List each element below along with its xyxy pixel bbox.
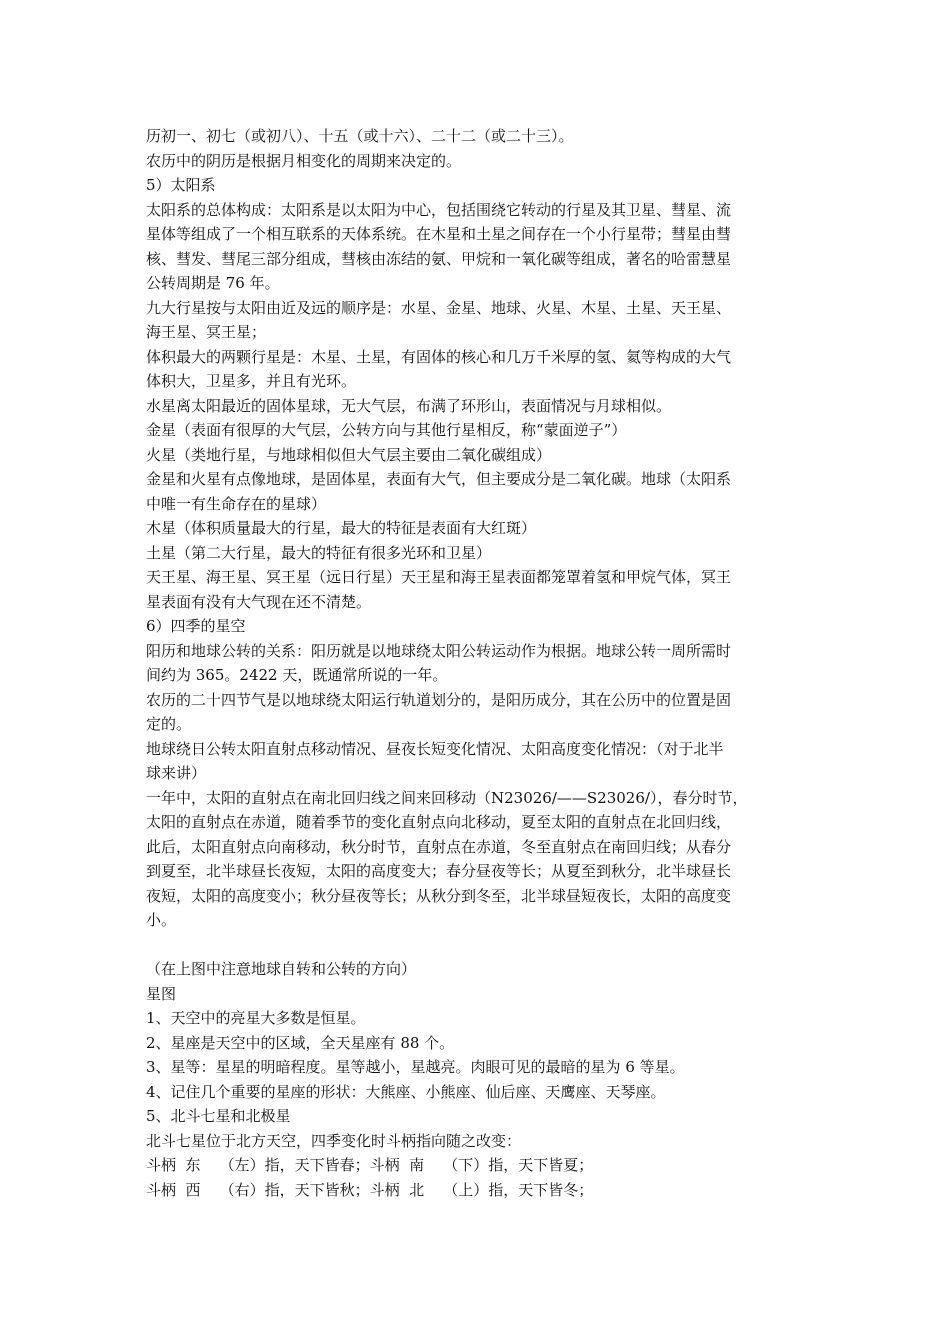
text-line: 农历的二十四节气是以地球绕太阳运行轨道划分的，是阳历成分，其在公历中的位置是固 — [146, 690, 732, 709]
text-line: 太阳系的总体构成：太阳系是以太阳为中心，包括围绕它转动的行星及其卫星、彗星、流 — [146, 200, 732, 219]
text-line: 公转周期是 76 年。 — [146, 274, 280, 292]
text-line: 夜短，太阳的高度变小；秋分昼夜等长；从秋分到冬至，北半球昼短夜长，太阳的高度变 — [146, 886, 732, 905]
text-line: 球来讲） — [146, 764, 207, 782]
text-line: 定的。 — [146, 715, 192, 733]
text-line: （在上图中注意地球自转和公转的方向） — [146, 960, 417, 978]
text-line: 1、天空中的亮星大多数是恒星。 — [146, 1009, 366, 1027]
text-line: 一年中，太阳的直射点在南北回归线之间来回移动（N23026/——S23026/），春分时节， — [146, 788, 748, 807]
text-line: 3、星等：星星的明暗程度。星等越小，星越亮。肉眼可见的最暗的星为 6 等星。 — [146, 1058, 685, 1076]
text-line: 金星（表面有很厚的大气层，公转方向与其他行星相反，称“蒙面逆子”） — [146, 421, 627, 439]
text-line: 地球绕日公转太阳直射点移动情况、昼夜长短变化情况、太阳高度变化情况：（对于北半 — [146, 739, 724, 758]
text-line: 中唯一有生命存在的星球） — [146, 494, 327, 513]
text-line: 核、彗发、彗尾三部分组成，彗核由冻结的氨、甲烷和一氧化碳等组成，著名的哈雷慧星 — [146, 249, 732, 268]
text-line: 斗柄 东 （左）指，天下皆春；斗柄 南 （下）指，天下皆夏； — [146, 1156, 594, 1174]
text-line: 体积大，卫星多，并且有光环。 — [146, 372, 357, 390]
section-heading: 6）四季的星空 — [146, 617, 246, 635]
text-line: 小。 — [146, 911, 177, 929]
text-line: 间约为 365。2422 天，既通常所说的一年。 — [146, 666, 448, 684]
text-line: 历初一、初七（或初八）、十五（或十六）、二十二（或二十三）。 — [146, 127, 574, 145]
text-line: 体积最大的两颗行星是：木星、土星，有固体的核心和几万千米厚的氢、氦等构成的大气 — [146, 347, 732, 366]
text-line: 水星离太阳最近的固体星球，无大气层，布满了环形山，表面情况与月球相似。 — [146, 396, 672, 415]
text-line: 星表面有没有大气现在还不清楚。 — [146, 592, 372, 611]
text-line: 火星（类地行星，与地球相似但大气层主要由二氧化碳组成） — [146, 445, 552, 464]
text-line: 土星（第二大行星，最大的特征有很多光环和卫星） — [146, 543, 492, 562]
text-line: 到夏至，北半球昼长夜短，太阳的高度变大；春分昼夜等长；从夏至到秋分，北半球昼长 — [146, 862, 732, 880]
text-line: 2、星座是天空中的区域，全天星座有 88 个。 — [146, 1033, 455, 1052]
text-line: 星体等组成了一个相互联系的天体系统。在木星和土星之间存在一个小行星带；彗星由彗 — [146, 225, 732, 243]
text-line: 阳历和地球公转的关系：阳历就是以地球绕太阳公转运动作为根据。地球公转一周所需时 — [146, 641, 732, 660]
text-line: 农历中的阴历是根据月相变化的周期来决定的。 — [146, 151, 462, 170]
text-line: 天王星、海王星、冥王星（远日行星）天王星和海王星表面都笼罩着氢和甲烷气体，冥王 — [146, 568, 732, 586]
text-line: 斗柄 西 （右）指，天下皆秋；斗柄 北 （上）指，天下皆冬； — [146, 1180, 594, 1199]
section-heading: 5）太阳系 — [146, 176, 216, 194]
text-line: 木星（体积质量最大的行星，最大的特征是表面有大红斑） — [146, 519, 537, 537]
text-line: 海王星、冥王星； — [146, 323, 267, 341]
text-line: 4、记住几个重要的星座的形状：大熊座、小熊座、仙后座、天鹰座、天琴座。 — [146, 1082, 666, 1101]
text-line: 九大行星按与太阳由近及远的顺序是：水星、金星、地球、火星、木星、土星、天王星、 — [146, 298, 732, 317]
text-line: 北斗七星位于北方天空，四季变化时斗柄指向随之改变： — [146, 1131, 522, 1150]
blank-line — [146, 933, 815, 958]
section-heading: 星图 — [146, 984, 177, 1003]
text-line: 金星和火星有点像地球，是固体星，表面有大气，但主要成分是二氧化碳。地球（太阳系 — [146, 470, 732, 488]
text-line: 太阳的直射点在赤道，随着季节的变化直射点向北移动，夏至太阳的直射点在北回归线， — [146, 813, 732, 831]
text-line: 此后，太阳直射点向南移动，秋分时节，直射点在赤道，冬至直射点在南回归线；从春分 — [146, 837, 732, 856]
text-line: 5、北斗七星和北极星 — [146, 1107, 291, 1125]
